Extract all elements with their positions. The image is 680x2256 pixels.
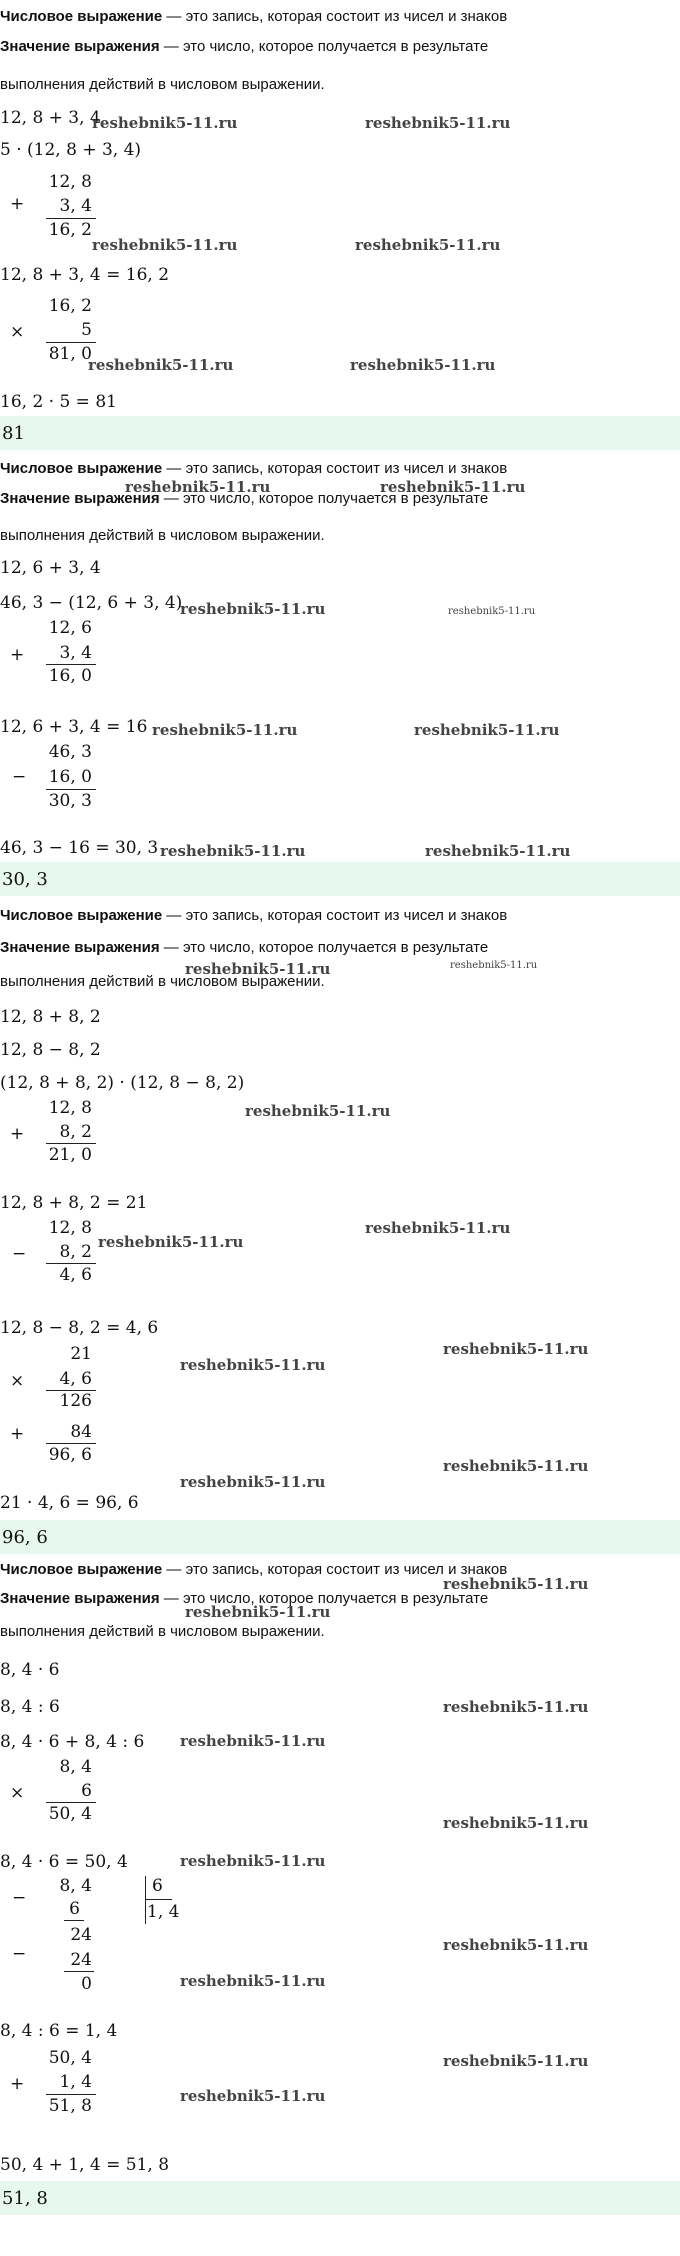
watermark: reshebnik5-11.ru bbox=[180, 1852, 326, 1870]
p4-div-sub1: 6 bbox=[69, 1899, 80, 1919]
p3-mul-r: 96, 6 bbox=[48, 1445, 92, 1465]
p2-sub-a: 46, 3 bbox=[48, 742, 92, 762]
p1-res2: 16, 2 · 5 = 81 bbox=[0, 392, 117, 412]
definition-value: Значение выражения — это число, которое получается в результате bbox=[0, 1590, 489, 1607]
p3-add-r: 21, 0 bbox=[48, 1145, 92, 1165]
sum-line bbox=[46, 218, 96, 219]
times-sign: × bbox=[10, 1783, 25, 1803]
watermark: reshebnik5-11.ru bbox=[98, 1233, 244, 1251]
sum-line bbox=[46, 1443, 96, 1444]
watermark: reshebnik5-11.ru bbox=[245, 1102, 391, 1120]
p4-div-dividend: 8, 4 bbox=[59, 1876, 92, 1896]
p1-expr2: 5 · (12, 8 + 3, 4) bbox=[0, 140, 142, 160]
definition-expression: Числовое выражение — это запись, которая состоит из чисел и знаков bbox=[0, 1561, 508, 1578]
plus-sign: + bbox=[10, 645, 25, 665]
p1-expr1: 12, 8 + 3, 4 bbox=[0, 108, 101, 128]
watermark: reshebnik5-11.ru bbox=[185, 1603, 331, 1621]
answer-value: 30, 3 bbox=[2, 869, 48, 890]
p4-mul-a: 8, 4 bbox=[59, 1757, 92, 1777]
p4-expr2: 8, 4 : 6 bbox=[0, 1697, 60, 1717]
p2-res1: 12, 6 + 3, 4 = 16 bbox=[0, 717, 148, 737]
watermark: reshebnik5-11.ru bbox=[365, 1219, 511, 1237]
product-line bbox=[46, 342, 96, 343]
answer-box bbox=[0, 1520, 680, 1554]
division-line bbox=[146, 1899, 172, 1900]
p3-sub-b: 8, 2 bbox=[59, 1242, 92, 1262]
watermark: reshebnik5-11.ru bbox=[443, 1814, 589, 1832]
p4-div-divisor: 6 bbox=[152, 1876, 163, 1896]
p4-expr1: 8, 4 · 6 bbox=[0, 1660, 60, 1680]
p4-add-r: 51, 8 bbox=[48, 2096, 92, 2116]
p3-sub-a: 12, 8 bbox=[48, 1218, 92, 1238]
watermark: reshebnik5-11.ru bbox=[350, 356, 496, 374]
definition-expression: Числовое выражение — это запись, которая состоит из чисел и знаков bbox=[0, 460, 508, 477]
sum-line bbox=[46, 664, 96, 665]
watermark: reshebnik5-11.ru bbox=[443, 2052, 589, 2070]
p1-res1: 12, 8 + 3, 4 = 16, 2 bbox=[0, 265, 170, 285]
p3-add-a: 12, 8 bbox=[48, 1098, 92, 1118]
p2-sub-r: 30, 3 bbox=[48, 791, 92, 811]
p4-mul-r: 50, 4 bbox=[48, 1804, 92, 1824]
watermark: reshebnik5-11.ru bbox=[450, 960, 538, 971]
watermark: reshebnik5-11.ru bbox=[414, 721, 560, 739]
p1-add-b: 3, 4 bbox=[59, 196, 92, 216]
minus-sign: − bbox=[12, 1944, 27, 1964]
watermark: reshebnik5-11.ru bbox=[180, 600, 326, 618]
plus-sign: + bbox=[10, 1124, 25, 1144]
p3-mul-p1: 126 bbox=[59, 1391, 92, 1411]
watermark: reshebnik5-11.ru bbox=[180, 1732, 326, 1750]
p4-res3: 50, 4 + 1, 4 = 51, 8 bbox=[0, 2155, 170, 2175]
watermark: reshebnik5-11.ru bbox=[180, 2087, 326, 2105]
watermark: reshebnik5-11.ru bbox=[443, 1936, 589, 1954]
division-bar bbox=[145, 1876, 146, 1924]
p2-sub-b: 16, 0 bbox=[48, 767, 92, 787]
plus-sign: + bbox=[10, 2074, 25, 2094]
definition-value: Значение выражения — это число, которое получается в результате bbox=[0, 490, 489, 507]
product-line bbox=[46, 1802, 96, 1803]
p4-add-b: 1, 4 bbox=[59, 2072, 92, 2092]
answer-box bbox=[0, 2181, 680, 2215]
watermark: reshebnik5-11.ru bbox=[160, 842, 306, 860]
watermark: reshebnik5-11.ru bbox=[180, 1972, 326, 1990]
watermark: reshebnik5-11.ru bbox=[355, 236, 501, 254]
p1-add-r: 16, 2 bbox=[48, 220, 92, 240]
watermark: reshebnik5-11.ru bbox=[180, 1473, 326, 1491]
difference-line bbox=[46, 1263, 96, 1264]
definition-value: Значение выражения — это число, которое получается в результате bbox=[0, 38, 489, 55]
p1-mul-b: 5 bbox=[81, 320, 92, 340]
p1-mul-r: 81, 0 bbox=[48, 344, 92, 364]
minus-sign: − bbox=[12, 1888, 27, 1908]
p4-add-a: 50, 4 bbox=[48, 2048, 92, 2068]
p1-add-a: 12, 8 bbox=[48, 172, 92, 192]
answer-box bbox=[0, 416, 680, 450]
watermark: reshebnik5-11.ru bbox=[88, 356, 234, 374]
watermark: reshebnik5-11.ru bbox=[380, 478, 526, 496]
definition-value: Значение выражения — это число, которое получается в результате bbox=[0, 939, 489, 956]
p4-expr3: 8, 4 · 6 + 8, 4 : 6 bbox=[0, 1732, 145, 1752]
p2-expr1: 12, 6 + 3, 4 bbox=[0, 558, 101, 578]
p3-res1: 12, 8 + 8, 2 = 21 bbox=[0, 1193, 148, 1213]
p4-div-sub2: 24 bbox=[70, 1950, 92, 1970]
p1-mul-a: 16, 2 bbox=[48, 296, 92, 316]
p3-mul-b: 4, 6 bbox=[59, 1369, 92, 1389]
times-sign: × bbox=[10, 1371, 25, 1391]
p2-add-r: 16, 0 bbox=[48, 666, 92, 686]
watermark: reshebnik5-11.ru bbox=[448, 606, 536, 617]
p2-res2: 46, 3 − 16 = 30, 3 bbox=[0, 838, 159, 858]
definition-value-cont: выполнения действий в числовом выражении. bbox=[0, 527, 325, 544]
division-line bbox=[64, 1971, 94, 1972]
watermark: reshebnik5-11.ru bbox=[443, 1575, 589, 1593]
answer-value: 51, 8 bbox=[2, 2188, 48, 2209]
p4-div-quotient: 1, 4 bbox=[147, 1902, 180, 1922]
times-sign: × bbox=[10, 322, 25, 342]
p3-res3: 21 · 4, 6 = 96, 6 bbox=[0, 1493, 139, 1513]
p4-mul-b: 6 bbox=[81, 1781, 92, 1801]
minus-sign: − bbox=[12, 1244, 27, 1264]
answer-value: 96, 6 bbox=[2, 1527, 48, 1548]
difference-line bbox=[46, 789, 96, 790]
watermark: reshebnik5-11.ru bbox=[443, 1340, 589, 1358]
watermark: reshebnik5-11.ru bbox=[443, 1457, 589, 1475]
minus-sign: − bbox=[12, 767, 27, 787]
definition-expression: Числовое выражение — это запись, которая состоит из чисел и знаков bbox=[0, 8, 508, 25]
sum-line bbox=[46, 2094, 96, 2095]
p3-expr2: 12, 8 − 8, 2 bbox=[0, 1040, 101, 1060]
watermark: reshebnik5-11.ru bbox=[425, 842, 571, 860]
p3-add-b: 8, 2 bbox=[59, 1122, 92, 1142]
p3-expr1: 12, 8 + 8, 2 bbox=[0, 1007, 101, 1027]
watermark: reshebnik5-11.ru bbox=[92, 114, 238, 132]
watermark: reshebnik5-11.ru bbox=[365, 114, 511, 132]
plus-sign: + bbox=[10, 1424, 25, 1444]
watermark: reshebnik5-11.ru bbox=[125, 478, 271, 496]
p3-res2: 12, 8 − 8, 2 = 4, 6 bbox=[0, 1318, 159, 1338]
p2-add-b: 3, 4 bbox=[59, 643, 92, 663]
p3-mul-p2: 84 bbox=[70, 1422, 92, 1442]
watermark: reshebnik5-11.ru bbox=[92, 236, 238, 254]
watermark: reshebnik5-11.ru bbox=[180, 1356, 326, 1374]
definition-value-cont: выполнения действий в числовом выражении. bbox=[0, 1623, 325, 1640]
p4-div-rem: 24 bbox=[70, 1925, 92, 1945]
definition-expression: Числовое выражение — это запись, которая состоит из чисел и знаков bbox=[0, 907, 508, 924]
p3-mul-a: 21 bbox=[70, 1344, 92, 1364]
watermark: reshebnik5-11.ru bbox=[152, 721, 298, 739]
division-line bbox=[64, 1920, 84, 1921]
p4-res1: 8, 4 · 6 = 50, 4 bbox=[0, 1852, 128, 1872]
watermark: reshebnik5-11.ru bbox=[443, 1698, 589, 1716]
watermark: reshebnik5-11.ru bbox=[185, 960, 331, 978]
p3-expr3: (12, 8 + 8, 2) · (12, 8 − 8, 2) bbox=[0, 1073, 245, 1093]
definition-value-cont: выполнения действий в числовом выражении. bbox=[0, 973, 325, 990]
p2-add-a: 12, 6 bbox=[48, 618, 92, 638]
sum-line bbox=[46, 1143, 96, 1144]
definition-value-cont: выполнения действий в числовом выражении. bbox=[0, 76, 325, 93]
p3-sub-r: 4, 6 bbox=[59, 1265, 92, 1285]
p2-expr2: 46, 3 − (12, 6 + 3, 4) bbox=[0, 593, 183, 613]
p4-div-zero: 0 bbox=[81, 1974, 92, 1994]
p4-res2: 8, 4 : 6 = 1, 4 bbox=[0, 2021, 118, 2041]
answer-box bbox=[0, 862, 680, 896]
answer-value: 81 bbox=[2, 423, 25, 444]
plus-sign: + bbox=[10, 194, 25, 214]
